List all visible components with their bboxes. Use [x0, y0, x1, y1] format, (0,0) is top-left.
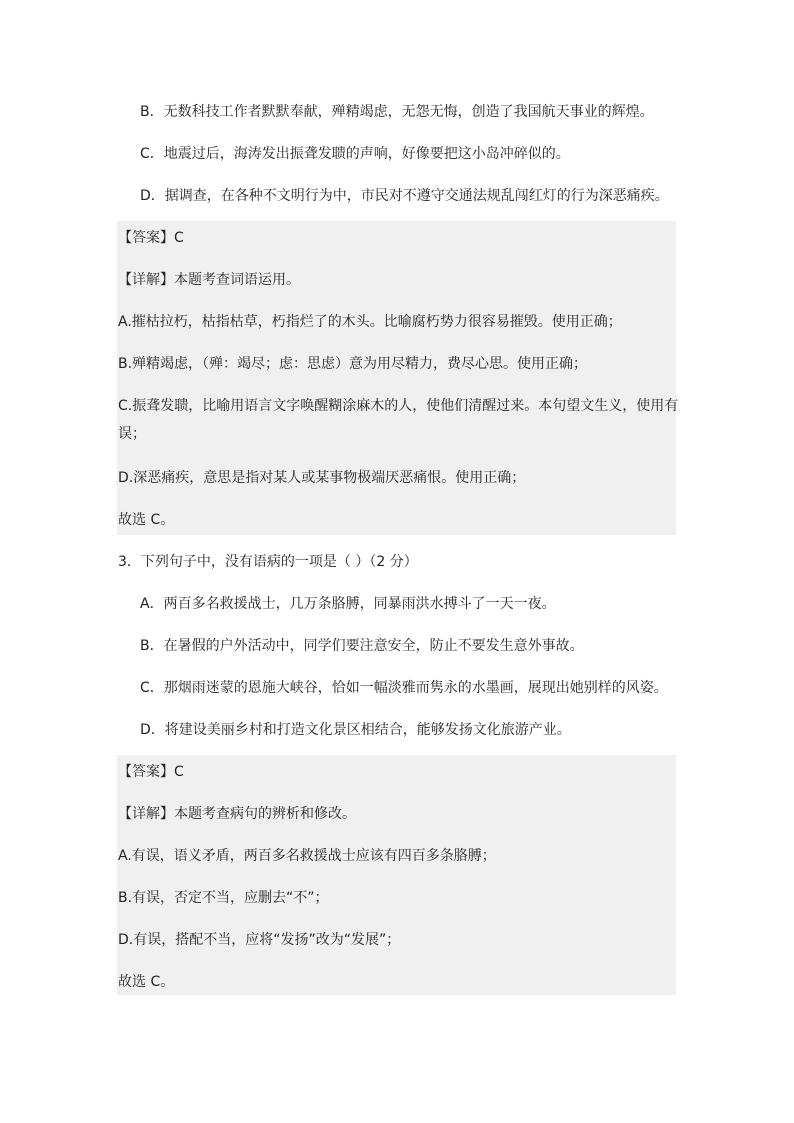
q3-conclusion: 故选 C。	[118, 974, 175, 990]
q3-explain-d: D.有误，搭配不当，应将“发扬”改为“发展”；	[118, 932, 401, 948]
q3-option-d: D．将建设美丽乡村和打造文化景区相结合，能够发扬文化旅游产业。	[140, 722, 571, 738]
q2-explain-title: 【详解】本题考查词语运用。	[118, 272, 300, 288]
q2-explain-a: A.摧枯拉朽，枯指枯草，朽指烂了的木头。比喻腐朽势力很容易摧毁。使用正确；	[118, 314, 622, 330]
q2-option-b: B．无数科技工作者默默奉献，殚精竭虑，无怨无悔，创造了我国航天事业的辉煌。	[140, 104, 654, 120]
q3-option-a: A．两百多名救援战士，几万条胳膊，同暴雨洪水搏斗了一天一夜。	[140, 596, 556, 612]
q3-stem: 3．下列句子中，没有语病的一项是（ ）（2 分）	[118, 554, 418, 570]
q2-explain-d: D.深恶痛疾，意思是指对某人或某事物极端厌恶痛恨。使用正确；	[118, 470, 526, 486]
q2-explain-b: B.殚精竭虑，（殚：竭尽；虑：思虑）意为用尽精力，费尽心思。使用正确；	[118, 356, 588, 372]
q2-explain-c-line1: C.振聋发聩，比喻用语言文字唤醒糊涂麻木的人，使他们清醒过来。本句望文生义，使用有	[118, 398, 679, 414]
q2-answer: 【答案】C	[118, 230, 184, 246]
q3-option-c: C．那烟雨迷蒙的恩施大峡谷，恰如一幅淡雅而隽永的水墨画，展现出她别样的风姿。	[140, 680, 668, 696]
q3-explain-b: B.有误，否定不当，应删去“不”；	[118, 890, 329, 906]
q3-explain-a: A.有误，语义矛盾，两百多名救援战士应该有四百多条胳膊；	[118, 848, 496, 864]
answer-block-q3	[117, 755, 676, 995]
q2-conclusion: 故选 C。	[118, 512, 175, 528]
q2-option-c: C．地震过后，海涛发出振聋发聩的声响，好像要把这小岛冲碎似的。	[140, 146, 570, 162]
q3-explain-title: 【详解】本题考查病句的辨析和修改。	[118, 806, 356, 822]
q2-option-d: D．据调查，在各种不文明行为中，市民对不遵守交通法规乱闯红灯的行为深恶痛疾。	[140, 188, 669, 204]
q2-explain-c-line2: 误；	[118, 426, 146, 442]
q3-answer: 【答案】C	[118, 764, 184, 780]
q3-option-b: B．在暑假的户外活动中，同学们要注意安全，防止不要发生意外事故。	[140, 638, 584, 654]
